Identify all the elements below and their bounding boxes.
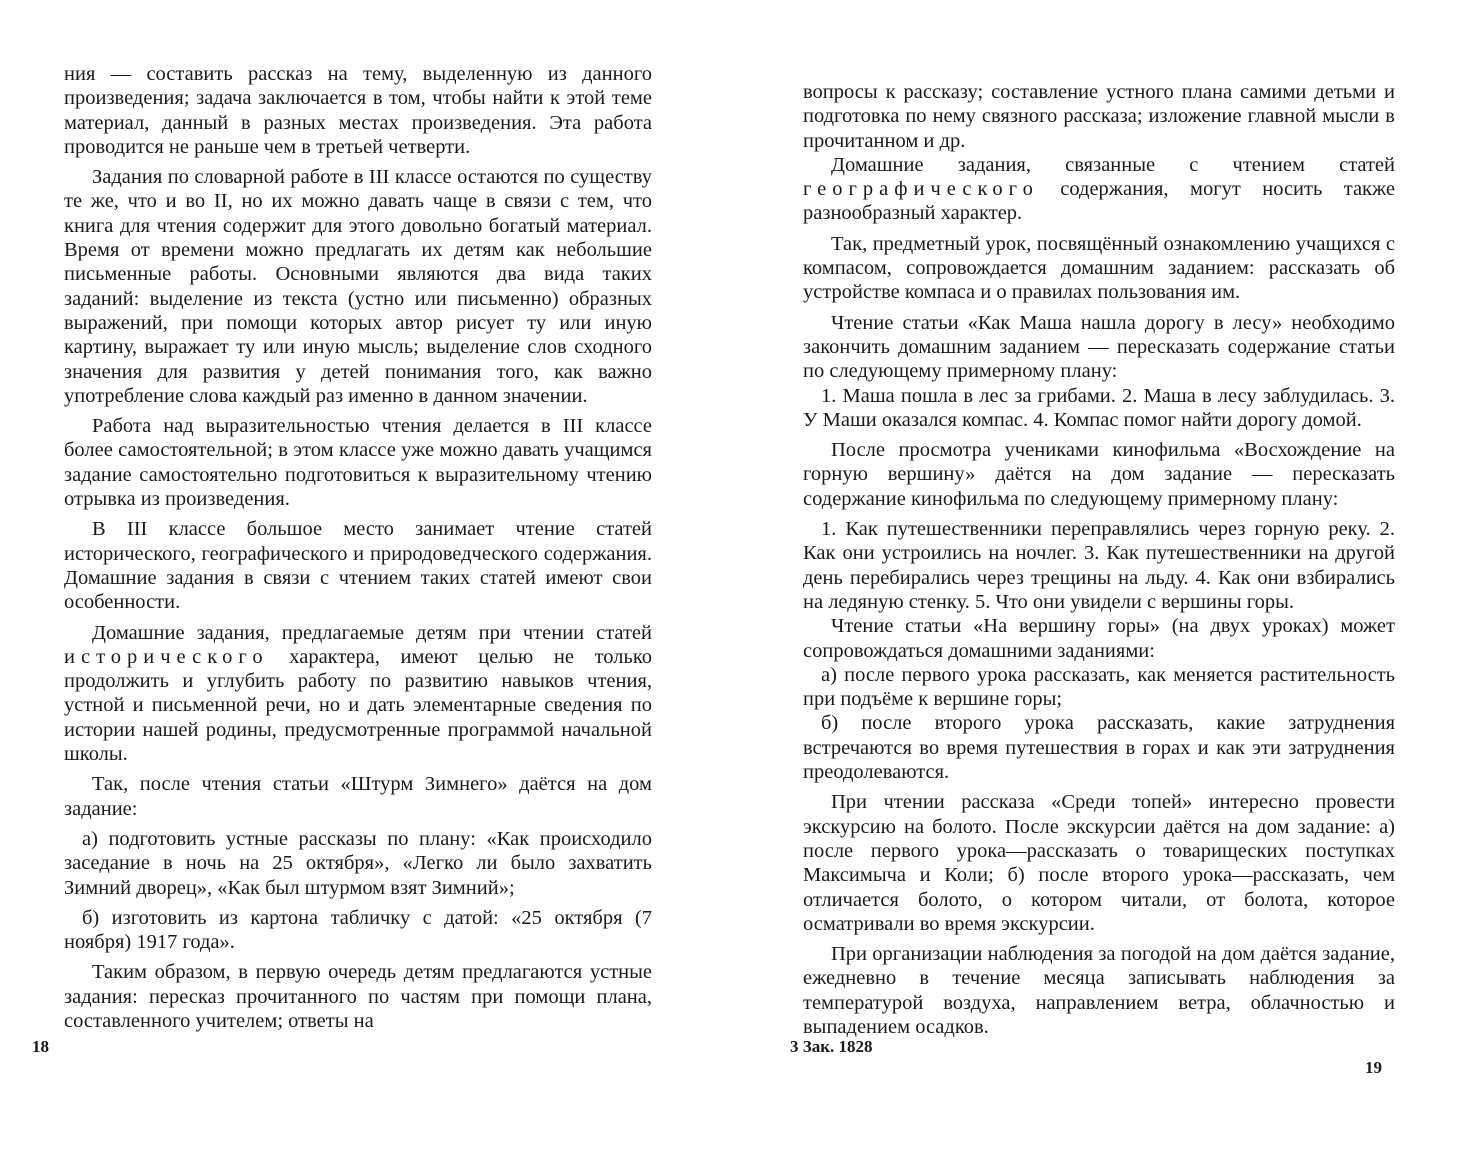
- left-paragraph-6: Так, после чтения статьи «Штурм Зимнего» даётся на дом задание:: [64, 773, 652, 820]
- right-paragraph-2: [803, 153, 1395, 226]
- left-paragraph-5-emphasis: исторического: [64, 645, 269, 668]
- left-paragraph-5-start: Домашние задания, предлагаемые детям при чтении статей: [92, 621, 652, 644]
- right-paragraph-2-end: содержания, могут носить также разнообразный характер.: [803, 178, 1395, 225]
- left-list-item-a: а) подготовить устные рассказы по плану: «Как происходило заседание в ночь на 25 октября», «Легко ли было захватить Зимний дворец», «Как был штурмом взят Зимний»;: [64, 827, 652, 899]
- left-page: [64, 62, 652, 1033]
- left-paragraph-1: ния — составить рассказ на тему, выделенную из данного произведения; задача заключается в том, чтобы найти к этой теме материал, данный в разных местах произведения. Эта работа проводится не раньше чем в третьей четверти.: [64, 63, 652, 158]
- printer-signature: 3 Зак. 1828: [790, 1037, 873, 1056]
- right-page-number: 19: [1365, 1058, 1382, 1077]
- left-paragraph-5: [64, 621, 652, 767]
- right-paragraph-2-emphasis: географического: [803, 178, 1039, 201]
- right-paragraph-8: При организации наблюдения за погодой на дом даётся задание, ежедневно в течение месяца записывать наблюдения за температурой воздуха, направлением ветра, облачностью и выпадением осадков.: [803, 943, 1395, 1038]
- right-list-item-b: б) после второго урока рассказать, какие затруднения встречаются во время путешествия в горах и как эти затруднения преодолеваются.: [803, 712, 1395, 784]
- right-plan-1: 1. Маша пошла в лес за грибами. 2. Маша в лесу заблудилась. 3. У Маши оказался компас. 4. Компас помог найти дорогу домой.: [803, 384, 1395, 431]
- right-paragraph-5: После просмотра учениками кинофильма «Восхождение на горную вершину» даётся на дом задание — пересказать содержание кинофильма по следующему примерному плану:: [803, 439, 1395, 510]
- left-list-item-b: б) изготовить из картона табличку с датой: «25 октября (7 ноября) 1917 года».: [64, 906, 652, 954]
- right-page: [803, 80, 1395, 1039]
- left-paragraph-3: Работа над выразительностью чтения делается в III классе более самостоятельной; в этом классе уже можно давать учащимся задание самостоятельно подготовиться к выразительному чтению отрывка из произведения.: [64, 415, 652, 511]
- right-paragraph-7: При чтении рассказа «Среди топей» интересно провести экскурсию на болото. После экскурсии даётся на дом задание: а) после первого урока—рассказать о товарищеских поступках Максимыча и Коли; б) после второго урока—рассказать, чем отличается болото, о котором читали, от болота, которое осматривали во время экскурсии.: [803, 791, 1395, 935]
- left-paragraph-2: Задания по словарной работе в III классе остаются по существу те же, что и во II, но их можно давать чаще в связи с тем, что книга для чтения содержит для этого довольно богатый материал. Время от времени можно предлагать их детям как небольшие письменные работы. Основными являются два вида таких заданий: выделение из текста (устно или письменно) образных выражений, при помощи которых автор рисует ту или иную картину, выражает ту или иную мысль; выделение слов сходного значения для развития у детей понимания того, как важно употребление слова каждый раз именно в данном значении.: [64, 166, 652, 407]
- left-paragraph-4: В III классе большое место занимает чтение статей исторического, географического и природоведческого содержания. Домашние задания в связи с чтением таких статей имеют свои особенности.: [64, 518, 652, 614]
- right-paragraph-1: вопросы к рассказу; составление устного плана самими детьми и подготовка по нему связного рассказа; изложение главной мысли в прочитанном и др.: [803, 81, 1395, 152]
- right-paragraph-4: Чтение статьи «Как Маша нашла дорогу в лесу» необходимо закончить домашним заданием — пересказать содержание статьи по следующему примерному плану:: [803, 311, 1395, 383]
- right-paragraph-3: Так, предметный урок, посвящённый ознакомлению учащихся с компасом, сопровождается домашним заданием: рассказать об устройстве компаса и о правилах пользования им.: [803, 232, 1395, 304]
- right-plan-2: 1. Как путешественники переправлялись через горную реку. 2. Как они устроились на ночлег. 3. Как путешественники на другой день перебирались через трещины на льду. 4. Как они взбирались на ледяную стенку. 5. Что они увидели с вершины горы.: [803, 518, 1395, 613]
- right-list-item-a: а) после первого урока рассказать, как меняется растительность при подъёме к вершине горы;: [803, 663, 1395, 711]
- left-page-number: 18: [32, 1037, 49, 1056]
- right-paragraph-6: Чтение статьи «На вершину горы» (на двух уроках) может сопровождаться домашними заданиями:: [803, 615, 1395, 662]
- right-paragraph-2-start: Домашние задания, связанные с чтением статей: [831, 153, 1395, 176]
- left-paragraph-5-end: характера, имеют целью не только продолжить и углубить работу по развитию навыков чтения, устной и письменной речи, но и дать элементарные сведения по истории нашей родины, предусмотренные программой начальной школы.: [64, 645, 652, 766]
- left-paragraph-7: Таким образом, в первую очередь детям предлагаются устные задания: пересказ прочитанного по частям при помощи плана, составленного учителем; ответы на: [64, 961, 652, 1032]
